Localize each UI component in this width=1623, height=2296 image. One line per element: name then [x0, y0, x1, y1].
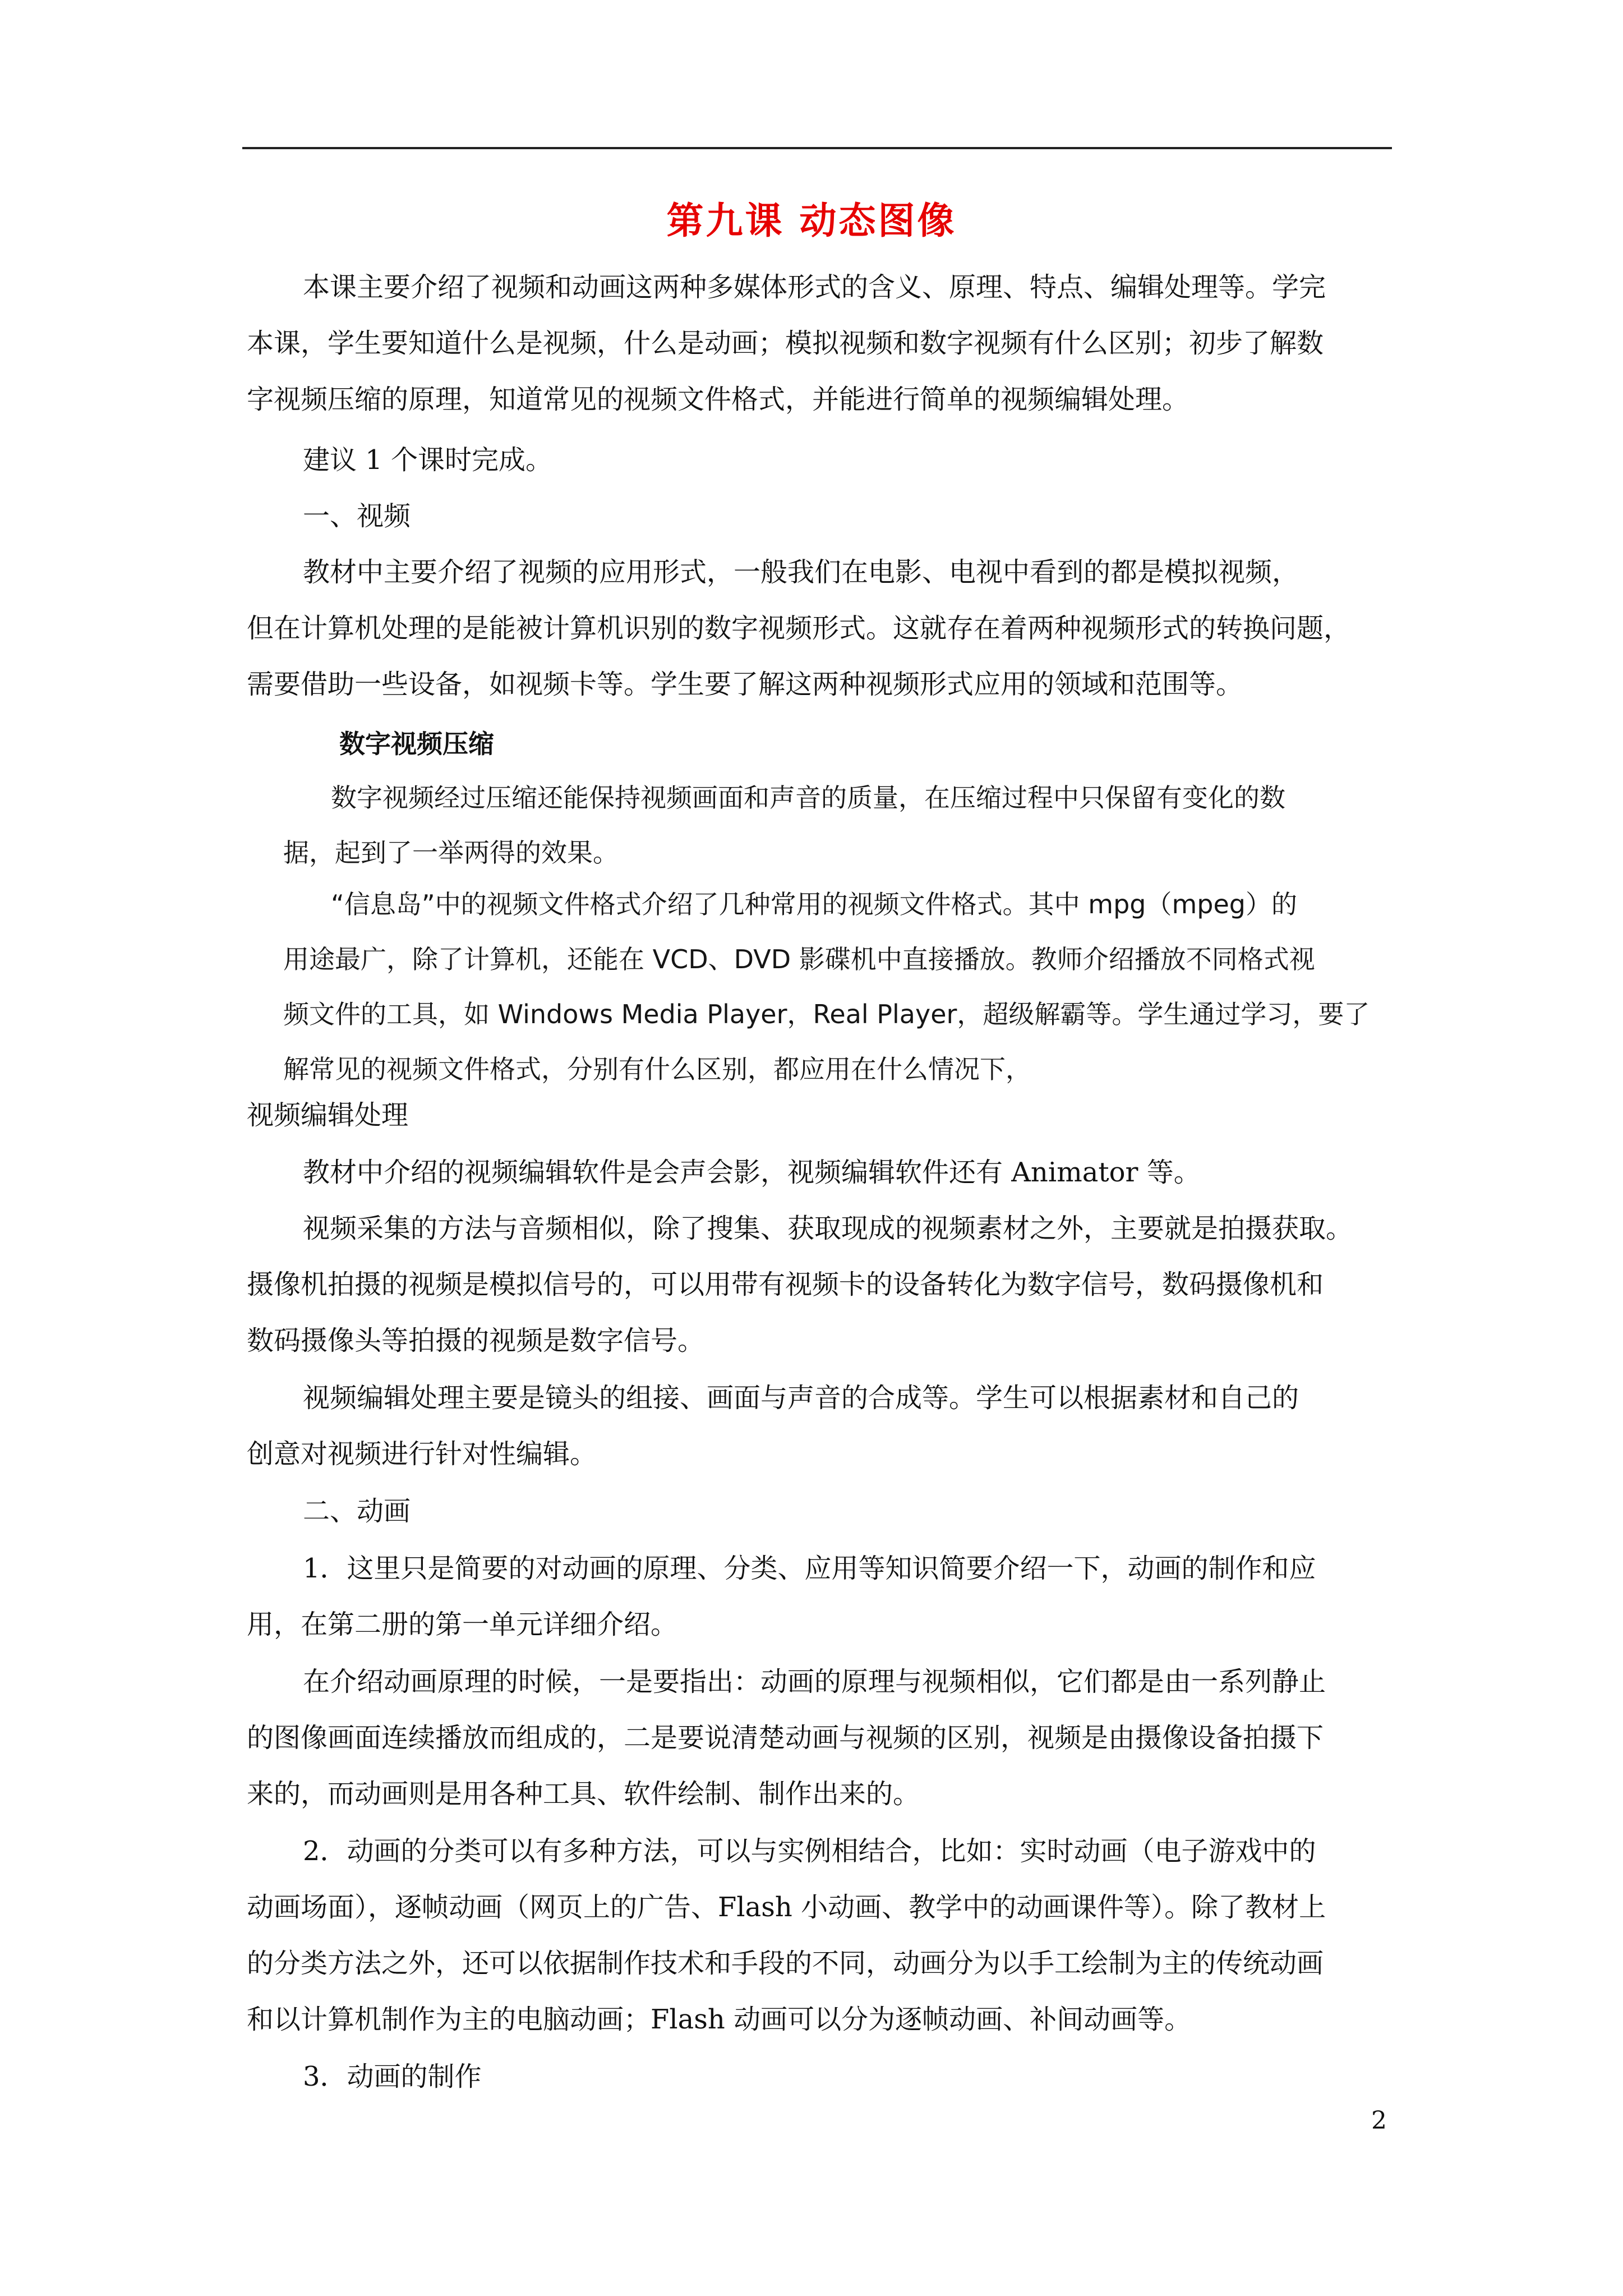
section2-heading: 二、动画: [303, 1496, 411, 1527]
anim-p2-line-1: 在介绍动画原理的时候，一是要指出：动画的原理与视频相似，它们都是由一系列静止: [303, 1666, 1326, 1697]
formats-line-3: 频文件的工具，如 Windows Media Player，Real Player，超级解霸等。学生通过学习，要了: [283, 999, 1370, 1029]
intro-line-2: 本课，学生要知道什么是视频，什么是动画；模拟视频和数字视频有什么区别；初步了解数: [247, 328, 1324, 359]
anim-p1-line-1: 1．这里只是简要的对动画的原理、分类、应用等知识简要介绍一下，动画的制作和应: [303, 1553, 1316, 1584]
section1-heading: 一、视频: [303, 500, 411, 532]
editing-heading: 视频编辑处理: [247, 1099, 409, 1131]
formats-line-1: “信息岛”中的视频文件格式介绍了几种常用的视频文件格式。其中 mpg（mpeg）的: [331, 889, 1298, 919]
suggestion-text: 建议 1 个课时完成。: [303, 444, 553, 476]
intro-line-3: 字视频压缩的原理，知道常见的视频文件格式，并能进行简单的视频编辑处理。: [247, 384, 1189, 415]
editing-line-1: 视频编辑处理主要是镜头的组接、画面与声音的合成等。学生可以根据素材和自己的: [303, 1382, 1299, 1414]
intro-line-1: 本课主要介绍了视频和动画这两种多媒体形式的含义、原理、特点、编辑处理等。学完: [303, 272, 1326, 303]
section1-line-3: 需要借助一些设备，如视频卡等。学生要了解这两种视频形式应用的领域和范围等。: [247, 669, 1243, 700]
editing-line-2: 创意对视频进行针对性编辑。: [247, 1438, 597, 1470]
compression-heading: 数字视频压缩: [339, 729, 494, 759]
formats-line-2: 用途最广，除了计算机，还能在 VCD、DVD 影碟机中直接播放。教师介绍播放不同格式视: [283, 944, 1315, 974]
anim-p3-line-3: 的分类方法之外，还可以依据制作技术和手段的不同，动画分为以手工绘制为主的传统动画: [247, 1948, 1324, 1979]
anim-p3-line-1: 2．动画的分类可以有多种方法，可以与实例相结合，比如：实时动画（电子游戏中的: [303, 1835, 1316, 1867]
anim-p2-line-3: 来的，而动画则是用各种工具、软件绘制、制作出来的。: [247, 1778, 920, 1810]
capture-line-2: 摄像机拍摄的视频是模拟信号的，可以用带有视频卡的设备转化为数字信号，数码摄像机和: [247, 1269, 1324, 1300]
anim-p4-heading: 3．动画的制作: [303, 2061, 482, 2092]
formats-line-4: 解常见的视频文件格式，分别有什么区别，都应用在什么情况下，: [283, 1054, 1031, 1084]
page-title: 第九课 动态图像: [666, 199, 957, 242]
editing-software-text: 教材中介绍的视频编辑软件是会声会影，视频编辑软件还有 Animator 等。: [303, 1157, 1201, 1188]
page-number: 2: [1371, 2106, 1387, 2135]
compression-line-2: 据，起到了一举两得的效果。: [283, 838, 619, 868]
anim-p3-line-4: 和以计算机制作为主的电脑动画；Flash 动画可以分为逐帧动画、补间动画等。: [247, 2004, 1192, 2035]
header-rule: [242, 147, 1392, 149]
anim-p2-line-2: 的图像画面连续播放而组成的，二是要说清楚动画与视频的区别，视频是由摄像设备拍摄下: [247, 1722, 1324, 1754]
section1-line-1: 教材中主要介绍了视频的应用形式，一般我们在电影、电视中看到的都是模拟视频，: [303, 556, 1299, 588]
compression-line-1: 数字视频经过压缩还能保持视频画面和声音的质量，在压缩过程中只保留有变化的数: [331, 783, 1285, 813]
section1-line-2: 但在计算机处理的是能被计算机识别的数字视频形式。这就存在着两种视频形式的转换问题，: [247, 613, 1351, 644]
capture-line-1: 视频采集的方法与音频相似，除了搜集、获取现成的视频素材之外，主要就是拍摄获取。: [303, 1213, 1353, 1244]
anim-p1-line-2: 用，在第二册的第一单元详细介绍。: [247, 1609, 678, 1640]
anim-p3-line-2: 动画场面），逐帧动画（网页上的广告、Flash 小动画、教学中的动画课件等）。除了教材上: [247, 1892, 1326, 1923]
capture-line-3: 数码摄像头等拍摄的视频是数字信号。: [247, 1325, 705, 1356]
